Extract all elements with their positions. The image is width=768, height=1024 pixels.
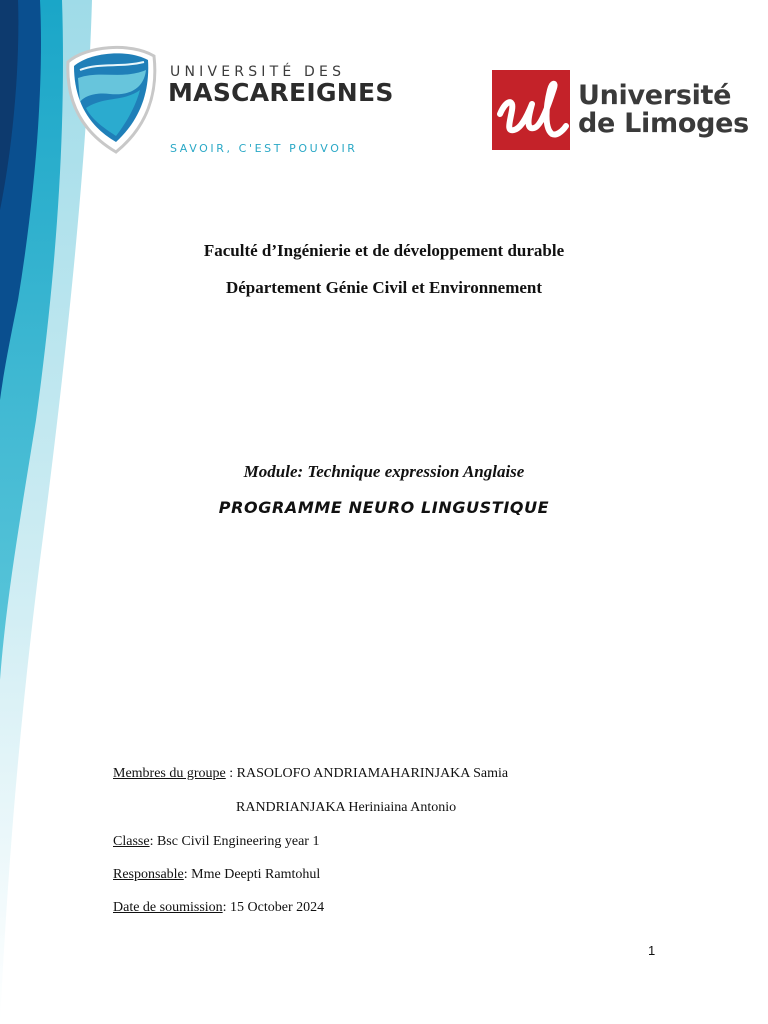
class-line bbox=[113, 834, 319, 850]
logo-text-line1: Université bbox=[578, 80, 732, 111]
member-1: RASOLOFO ANDRIAMAHARINJAKA Samia bbox=[236, 766, 509, 781]
members-line bbox=[113, 766, 508, 782]
responsable-value: : Mme Deepti Ramtohul bbox=[183, 867, 321, 882]
faculty-heading: Faculté d’Ingénierie et de développement durable bbox=[203, 241, 565, 260]
limoges-logo bbox=[492, 70, 749, 154]
logo-motto: SAVOIR, C'EST POUVOIR bbox=[170, 142, 358, 155]
shield-icon bbox=[60, 40, 160, 156]
mascareignes-logo bbox=[60, 40, 420, 160]
responsable-label: Responsable bbox=[113, 867, 184, 882]
department-heading: Département Génie Civil et Environnement bbox=[225, 278, 543, 297]
limoges-monogram bbox=[492, 70, 570, 150]
class-label: Classe bbox=[113, 834, 150, 849]
logo-text-line2: MASCAREIGNES bbox=[168, 78, 394, 107]
page-number: 1 bbox=[648, 943, 656, 958]
submission-date-line bbox=[113, 900, 324, 916]
member-2: RANDRIANJAKA Heriniaina Antonio bbox=[236, 800, 457, 815]
document-title: PROGRAMME NEURO LINGUSTIQUE bbox=[218, 498, 550, 517]
class-value: : Bsc Civil Engineering year 1 bbox=[149, 834, 320, 849]
responsable-line bbox=[113, 867, 320, 883]
members-separator: : bbox=[225, 766, 237, 781]
logo-text-line2: de Limoges bbox=[578, 108, 749, 139]
submission-date-value: : 15 October 2024 bbox=[222, 900, 325, 915]
ul-monogram-icon bbox=[492, 70, 570, 150]
module-label: Module: Technique expression Anglaise bbox=[243, 462, 525, 481]
submission-date-label: Date de soumission bbox=[113, 900, 223, 915]
logo-text-line1: UNIVERSITÉ DES bbox=[170, 64, 346, 80]
members-label: Membres du groupe bbox=[113, 766, 226, 781]
